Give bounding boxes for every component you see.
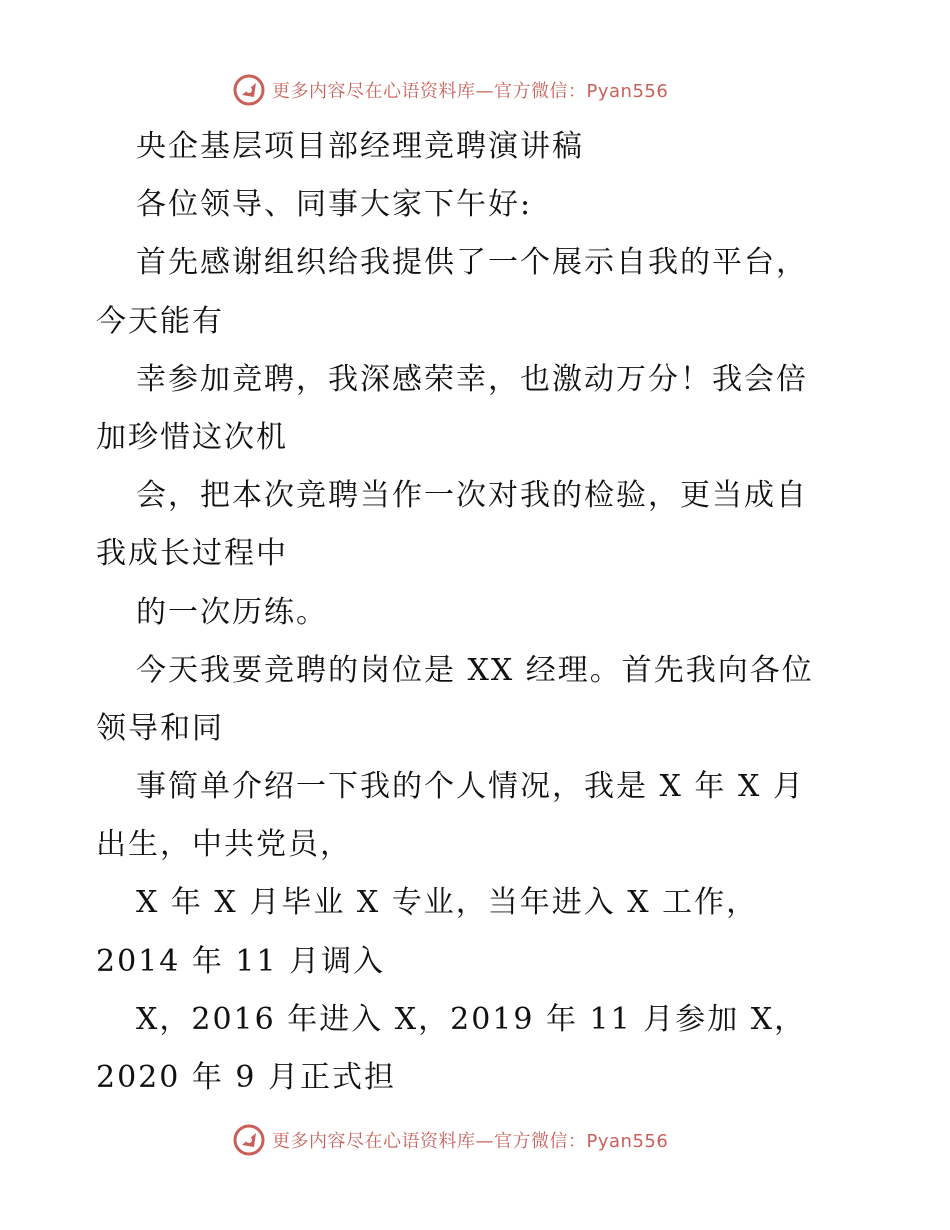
paragraph-line: 领导和同: [96, 710, 224, 746]
brand-logo-icon: [232, 1123, 266, 1157]
paragraph-line: 首先感谢组织给我提供了一个展示自我的平台，: [136, 245, 808, 281]
greeting-line: 各位领导、同事大家下午好:: [136, 187, 533, 223]
paragraph-line: 我成长过程中: [96, 536, 288, 572]
document-body: [96, 118, 856, 1107]
paragraph-line: 加珍惜这次机: [96, 419, 288, 455]
watermark-text: 更多内容尽在心语资料库—官方微信：Pyan556: [272, 81, 669, 102]
brand-logo-icon: [232, 73, 266, 107]
watermark-text: 更多内容尽在心语资料库—官方微信：Pyan556: [272, 1131, 669, 1152]
paragraph-line: 今天能有: [96, 303, 224, 339]
paragraph-line: 出生，中共党员，: [96, 827, 352, 863]
footer-watermark-banner: [232, 1120, 668, 1160]
paragraph-line: 的一次历练。: [136, 594, 328, 630]
paragraph-line: X 年 X 月毕业 X 专业，当年进入 X 工作，: [136, 885, 759, 921]
paragraph-line: 事简单介绍一下我的个人情况，我是 X 年 X 月: [136, 769, 805, 805]
paragraph-line: 2020 年 9 月正式担: [96, 1060, 397, 1095]
document-title: 央企基层项目部经理竞聘演讲稿: [136, 129, 584, 164]
paragraph-line: 会，把本次竞聘当作一次对我的检验，更当成自: [136, 478, 808, 514]
paragraph-line: 2014 年 11 月调入: [96, 943, 386, 979]
paragraph-line: 今天我要竞聘的岗位是 XX 经理。首先我向各位: [136, 652, 814, 688]
header-watermark-banner: [232, 70, 668, 110]
paragraph-line: 幸参加竞聘，我深感荣幸，也激动万分！我会倍: [136, 361, 808, 397]
paragraph-line: X，2016 年进入 X，2019 年 11 月参加 X，: [136, 1001, 807, 1037]
